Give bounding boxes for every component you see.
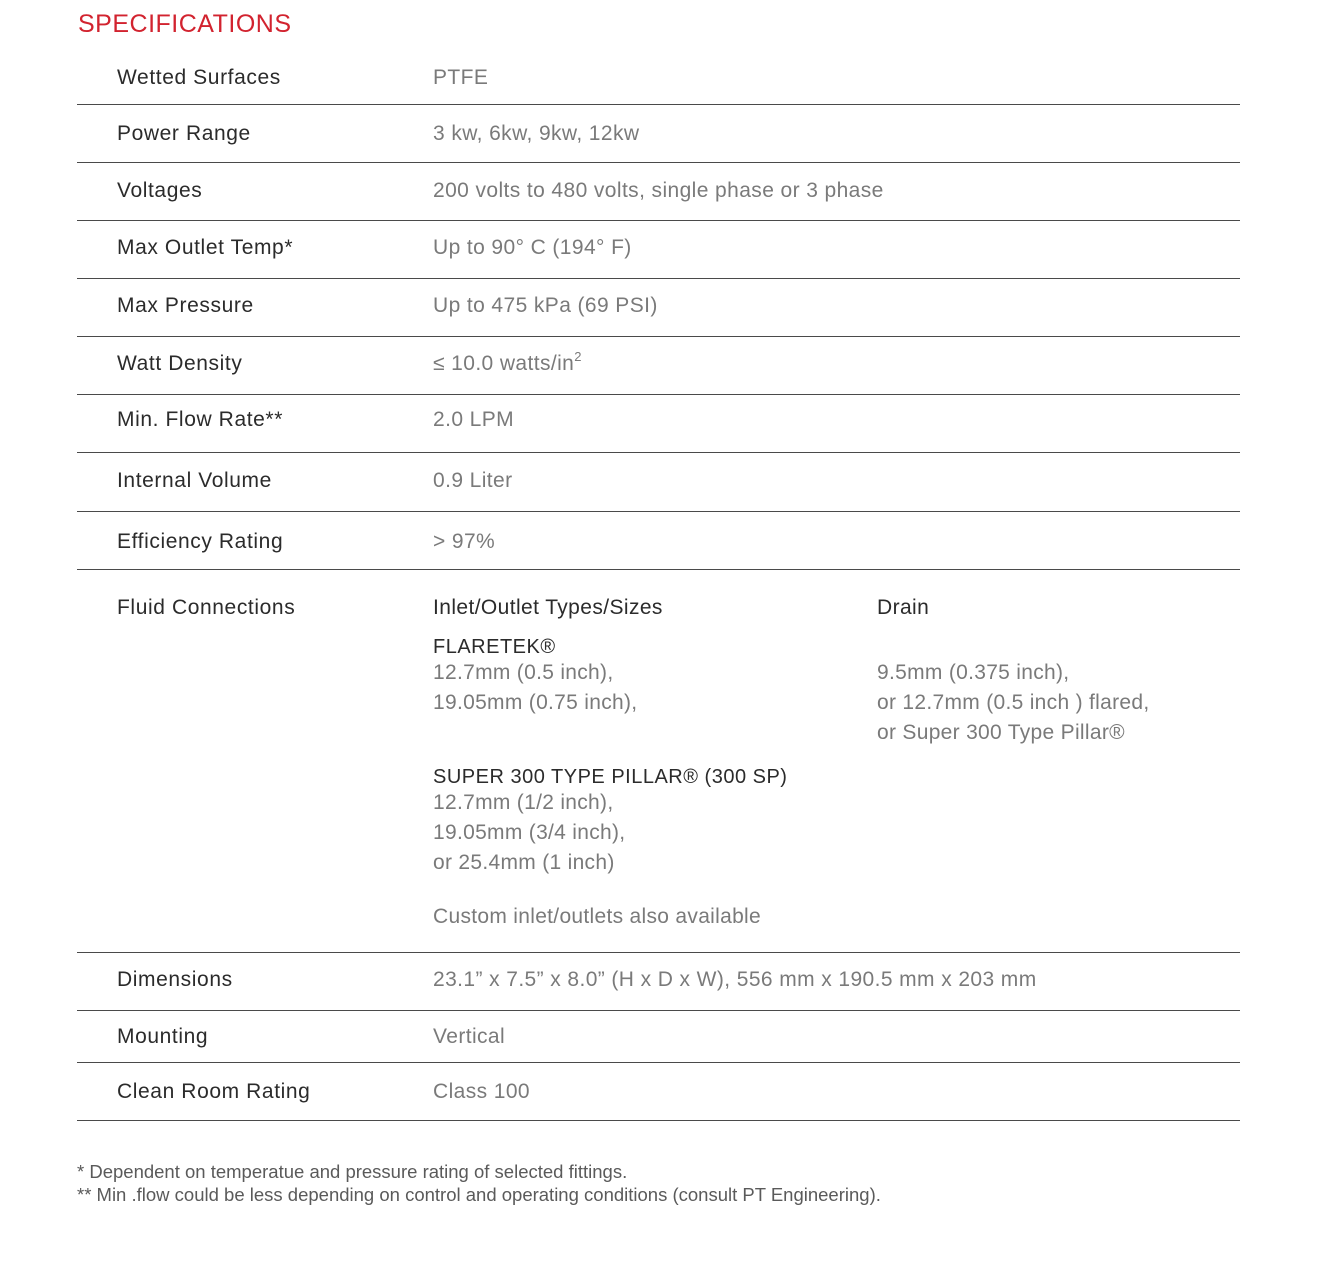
- spec-row-dimensions: [77, 953, 1240, 1011]
- spec-value: 2.0 LPM: [433, 408, 515, 431]
- spec-value: [433, 349, 582, 376]
- spec-value: 0.9 Liter: [433, 469, 513, 492]
- spec-label: Watt Density: [117, 352, 243, 375]
- page-title: SPECIFICATIONS: [78, 10, 292, 38]
- spec-row-fluid-connections: [77, 570, 1240, 953]
- spec-row-mounting: [77, 1011, 1240, 1063]
- spec-label: Efficiency Rating: [117, 530, 284, 553]
- spec-row-internal-volume: [77, 453, 1240, 512]
- footnotes: [77, 1160, 881, 1206]
- spec-row-efficiency-rating: [77, 512, 1240, 570]
- spec-value: Up to 475 kPa (69 PSI): [433, 294, 658, 317]
- size-line: or 25.4mm (1 inch): [433, 851, 615, 874]
- drain-heading: Drain: [877, 596, 930, 619]
- spec-row-max-outlet-temp: [77, 221, 1240, 279]
- spec-row-clean-room-rating: [77, 1063, 1240, 1121]
- size-line: 9.5mm (0.375 inch),: [877, 661, 1070, 684]
- pillar-title: SUPER 300 TYPE PILLAR® (300 SP): [433, 766, 788, 788]
- spec-label: Clean Room Rating: [117, 1080, 311, 1103]
- specifications-table: [77, 50, 1240, 1121]
- spec-row-max-pressure: [77, 279, 1240, 337]
- spec-label: Max Pressure: [117, 294, 254, 317]
- superscript: 2: [574, 349, 582, 364]
- spec-value: 23.1” x 7.5” x 8.0” (H x D x W), 556 mm x 190.5 mm x 203 mm: [433, 968, 1037, 991]
- spec-value: PTFE: [433, 66, 489, 89]
- flaretek-title: FLARETEK®: [433, 636, 556, 658]
- size-line: or 12.7mm (0.5 inch ) flared,: [877, 691, 1150, 714]
- spec-label: Internal Volume: [117, 469, 272, 492]
- size-line: 19.05mm (0.75 inch),: [433, 691, 638, 714]
- spec-row-min-flow-rate: [77, 395, 1240, 453]
- spec-label: Dimensions: [117, 968, 233, 991]
- pillar-sizes: [433, 788, 625, 878]
- spec-value-text: ≤ 10.0 watts/in: [433, 352, 575, 375]
- spec-value: > 97%: [433, 530, 496, 553]
- drain-sizes: [877, 658, 1149, 748]
- spec-label: Power Range: [117, 122, 251, 145]
- size-line: 19.05mm (3/4 inch),: [433, 821, 626, 844]
- spec-label: Fluid Connections: [117, 596, 296, 619]
- spec-value: 3 kw, 6kw, 9kw, 12kw: [433, 122, 640, 145]
- flaretek-sizes: [433, 658, 637, 718]
- spec-row-power-range: [77, 105, 1240, 163]
- spec-value: Vertical: [433, 1025, 506, 1048]
- spec-label: Mounting: [117, 1025, 209, 1048]
- size-line: 12.7mm (1/2 inch),: [433, 791, 614, 814]
- footnote: * Dependent on temperatue and pressure rating of selected fittings.: [77, 1161, 628, 1182]
- inlet-outlet-heading: Inlet/Outlet Types/Sizes: [433, 596, 663, 619]
- footnote: ** Min .flow could be less depending on control and operating conditions (consult PT Engineering).: [77, 1184, 881, 1205]
- spec-row-wetted-surfaces: [77, 50, 1240, 105]
- size-line: or Super 300 Type Pillar®: [877, 721, 1125, 744]
- spec-row-watt-density: [77, 337, 1240, 395]
- spec-label: Min. Flow Rate**: [117, 408, 283, 431]
- spec-label: Voltages: [117, 179, 203, 202]
- spec-value: 200 volts to 480 volts, single phase or 3 phase: [433, 179, 884, 202]
- spec-label: Wetted Surfaces: [117, 66, 281, 89]
- custom-note: Custom inlet/outlets also available: [433, 905, 762, 928]
- spec-value: Up to 90° C (194° F): [433, 236, 632, 259]
- spec-value: Class 100: [433, 1080, 530, 1103]
- spec-row-voltages: [77, 163, 1240, 221]
- spec-label: Max Outlet Temp*: [117, 236, 294, 259]
- size-line: 12.7mm (0.5 inch),: [433, 661, 614, 684]
